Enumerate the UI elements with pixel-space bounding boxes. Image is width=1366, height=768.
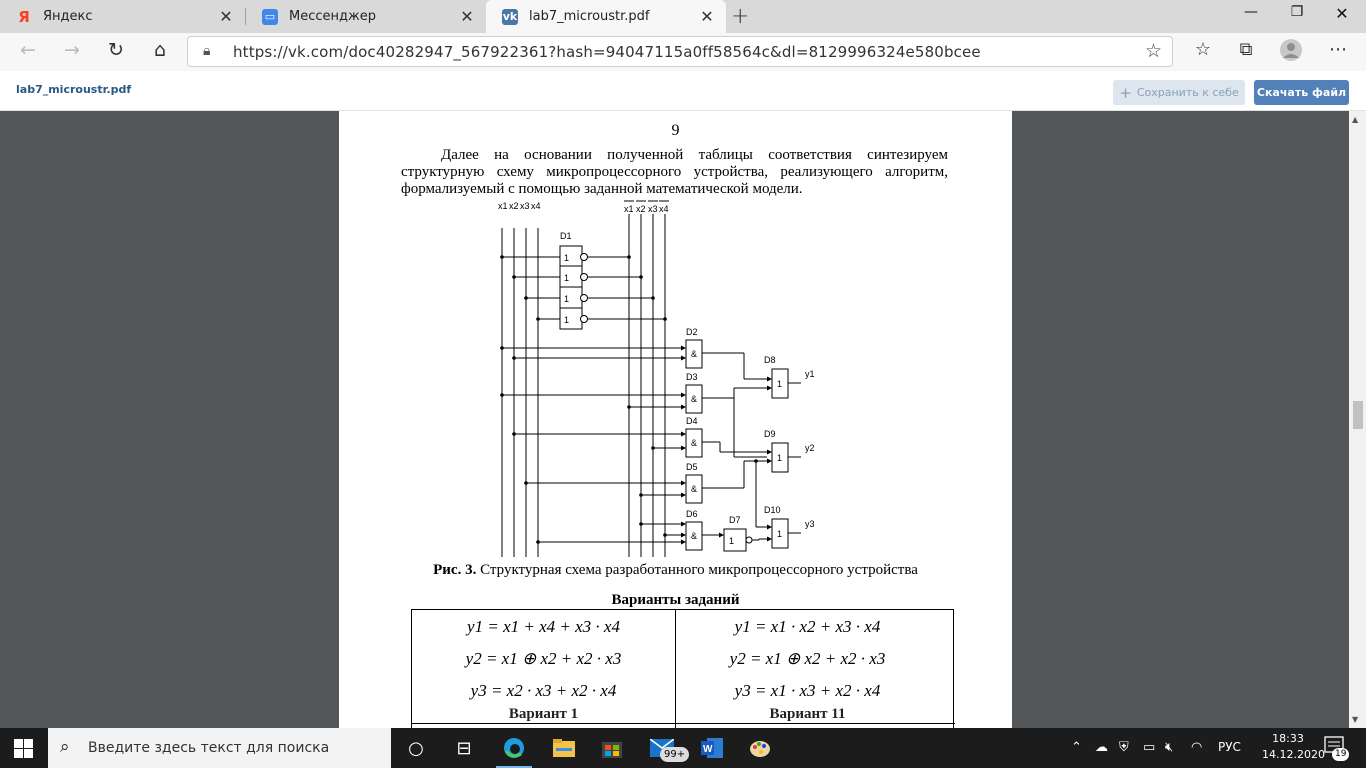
volume-muted-icon[interactable]: 🔇︎ — [1165, 740, 1174, 755]
inversion-bubble — [581, 274, 588, 281]
input-label-x1: x1 — [498, 201, 508, 211]
close-window-button[interactable]: ✕ — [1335, 4, 1349, 23]
element-label-D7: D7 — [729, 515, 741, 525]
junction-dot — [627, 405, 631, 409]
junction-dot — [651, 296, 655, 300]
gate-symbol-D6: & — [691, 531, 698, 541]
figure-caption — [339, 562, 1012, 579]
formula-v11-y1: y1 = x1 · x2 + x3 · x4 — [734, 617, 881, 636]
store-icon[interactable] — [588, 728, 636, 768]
element-label-D4: D4 — [686, 416, 698, 426]
element-label-D8: D8 — [764, 355, 776, 365]
junction-dot — [639, 493, 643, 497]
tab-title: Яндекс — [43, 9, 93, 24]
notifications-icon[interactable] — [1324, 736, 1347, 762]
document-header — [0, 71, 1366, 111]
output-label-y1: y1 — [805, 369, 815, 379]
inversion-bubble — [746, 537, 752, 543]
inversion-bubble — [581, 295, 588, 302]
junction-dot — [663, 317, 667, 321]
gate-symbol-D4: & — [691, 438, 698, 448]
taskbar — [0, 728, 1366, 768]
clock[interactable] — [1262, 731, 1325, 763]
scroll-down-icon[interactable]: ▼ — [1352, 715, 1359, 724]
arrowhead — [681, 446, 686, 451]
svg-text:W: W — [703, 744, 713, 755]
arrowhead — [681, 533, 686, 538]
output-label-y3: y3 — [805, 519, 815, 529]
junction-dot — [639, 275, 643, 279]
gate-symbol-D10: 1 — [777, 529, 783, 539]
variants-table — [411, 609, 954, 728]
minimize-button[interactable]: — — [1244, 4, 1258, 20]
variant-label: Вариант 11 — [769, 706, 846, 722]
element-label-D5: D5 — [686, 462, 698, 472]
clock-time: 18:33 — [1272, 732, 1304, 745]
paragraph: Далее на основании полученной таблицы соответствия синтезируем структурную схему микропроцессорного устройства, реализующего алгоритм, формализуемый с помощью заданной математической модели. — [401, 147, 948, 197]
favorites-icon[interactable]: ☆ — [1194, 39, 1212, 60]
home-button[interactable]: ⌂ — [153, 39, 167, 61]
back-button[interactable]: ← — [20, 39, 36, 61]
arrowhead — [767, 450, 772, 455]
diagram-gates — [560, 246, 788, 551]
arrowhead — [681, 481, 686, 486]
file-explorer-icon[interactable] — [540, 728, 588, 768]
junction-dot — [639, 522, 643, 526]
tab-strip — [0, 0, 1366, 33]
junction-dot — [651, 446, 655, 450]
pdf-page — [339, 111, 1012, 728]
tab-title: Мессенджер — [289, 9, 376, 24]
more-menu-icon[interactable]: ⋯ — [1329, 39, 1347, 60]
input-label-x3: x3 — [520, 201, 530, 211]
junction-dot — [663, 533, 667, 537]
junction-dot — [500, 255, 504, 259]
element-label-D2: D2 — [686, 327, 698, 337]
save-to-self-button[interactable] — [1113, 80, 1245, 105]
arrowhead — [681, 540, 686, 545]
language-indicator[interactable]: РУС — [1218, 740, 1241, 754]
inverted-input-label-x3: x3 — [648, 204, 658, 214]
junction-dot — [512, 356, 516, 360]
formula-v1-y2: y2 = x1 ⊕ x2 + x2 · x3 — [465, 649, 622, 668]
windows-start-button[interactable] — [14, 739, 34, 759]
element-label-D6: D6 — [686, 509, 698, 519]
new-tab-button[interactable]: + — [731, 4, 750, 29]
wifi-icon[interactable]: ◠ — [1191, 740, 1203, 755]
inverter-symbol: 1 — [564, 253, 570, 263]
formula-v11-y3: y3 = x1 · x3 + x2 · x4 — [734, 681, 881, 700]
address-bar[interactable] — [187, 36, 1173, 67]
junction-dot — [627, 255, 631, 259]
scroll-thumb[interactable] — [1353, 401, 1363, 429]
variants-title: Варианты заданий — [611, 592, 740, 608]
caption-text: Структурная схема разработанного микропроцессорного устройства — [476, 562, 918, 578]
tab-lab7-pdf[interactable] — [486, 0, 726, 33]
junction-dot — [524, 296, 528, 300]
arrowhead — [719, 533, 724, 538]
formula-v1-y1: y1 = x1 + x4 + x3 · x4 — [467, 617, 620, 636]
yandex-icon: Я — [18, 7, 30, 26]
element-label-D3: D3 — [686, 372, 698, 382]
arrowhead — [681, 346, 686, 351]
arrowhead — [681, 432, 686, 437]
inversion-bubble — [581, 254, 588, 261]
navigation-bar — [0, 33, 1366, 71]
arrowhead — [681, 393, 686, 398]
paint-icon[interactable] — [736, 728, 784, 768]
circuit-diagram — [339, 111, 1012, 561]
inverted-input-label-x1: x1 — [624, 204, 634, 214]
document-title[interactable]: lab7_microustr.pdf — [16, 83, 132, 96]
element-label-D9: D9 — [764, 429, 776, 439]
maximize-button[interactable]: ❐ — [1290, 4, 1304, 20]
junction-dot — [754, 459, 758, 463]
gate-symbol-D5: & — [691, 484, 698, 494]
arrowhead — [767, 386, 772, 391]
profile-avatar[interactable] — [1278, 39, 1304, 66]
junction-dot — [500, 393, 504, 397]
arrowhead — [681, 356, 686, 361]
inverter-symbol: 1 — [564, 294, 570, 304]
junction-dot — [524, 481, 528, 485]
input-label-x4: x4 — [531, 201, 541, 211]
inverted-input-label-x2: x2 — [636, 204, 646, 214]
arrowhead — [767, 525, 772, 530]
inverted-input-label-x4: x4 — [659, 204, 669, 214]
tab-title: lab7_microustr.pdf — [529, 9, 650, 24]
word-icon[interactable] — [688, 728, 736, 768]
tab-messenger[interactable] — [246, 0, 486, 33]
junction-dot — [512, 275, 516, 279]
close-tab-icon[interactable]: ✕ — [219, 7, 233, 26]
clock-date: 14.12.2020 — [1262, 748, 1325, 761]
battery-icon[interactable]: ▭ — [1143, 740, 1156, 755]
arrowhead — [681, 405, 686, 410]
favorite-star-icon[interactable]: ☆ — [1144, 40, 1162, 62]
search-placeholder: Введите здесь текст для поиска — [88, 740, 330, 756]
inversion-bubble — [581, 316, 588, 323]
arrowhead — [767, 537, 772, 542]
pdf-viewer[interactable] — [0, 111, 1366, 728]
junction-dot — [536, 540, 540, 544]
arrowhead — [767, 377, 772, 382]
url-text[interactable]: https://vk.com/doc40282947_567922361?hash=94047115a0ff58564c&dl=8129996324e580bcee — [233, 43, 981, 61]
inverter-symbol: 1 — [564, 315, 570, 325]
download-button[interactable]: Скачать файл — [1254, 80, 1349, 105]
diagram-wires — [500, 201, 801, 557]
inverter-symbol: 1 — [564, 273, 570, 283]
input-label-x2: x2 — [509, 201, 519, 211]
vertical-scrollbar[interactable] — [1349, 111, 1366, 728]
taskbar-search-box[interactable] — [48, 728, 391, 768]
mail-icon[interactable] — [638, 728, 686, 768]
gate-symbol-D2: & — [691, 349, 698, 359]
refresh-button[interactable]: ↻ — [108, 39, 124, 61]
element-label-D10: D10 — [764, 505, 781, 515]
gate-symbol-D8: 1 — [777, 379, 783, 389]
arrowhead — [681, 493, 686, 498]
task-view-icon[interactable]: ⊟ — [456, 737, 472, 759]
lock-icon[interactable]: 🔒︎ — [203, 43, 211, 59]
gate-symbol-D3: & — [691, 394, 698, 404]
scroll-up-icon[interactable]: ▲ — [1352, 115, 1359, 124]
save-label: Сохранить к себе — [1136, 86, 1239, 99]
gate-symbol-D9: 1 — [777, 453, 783, 463]
formula-v1-y3: y3 = x2 · x3 + x2 · x4 — [470, 681, 617, 700]
arrowhead — [767, 459, 772, 464]
table-divider — [412, 723, 955, 724]
show-hidden-icons[interactable]: ⌃ — [1071, 740, 1082, 755]
plus-icon: + — [1119, 83, 1132, 102]
messenger-icon: ▭ — [262, 9, 278, 25]
junction-dot — [536, 317, 540, 321]
output-label-y2: y2 — [805, 443, 815, 453]
onedrive-icon[interactable]: ☁ — [1095, 740, 1108, 755]
forward-button[interactable]: → — [64, 39, 80, 61]
caption-label: Рис. 3. — [433, 562, 477, 578]
formula-v11-y2: y2 = x1 ⊕ x2 + x2 · x3 — [729, 649, 886, 668]
gate-D7 — [724, 529, 746, 551]
page-number: 9 — [671, 122, 680, 139]
vk-icon: vk — [502, 10, 518, 23]
junction-dot — [500, 346, 504, 350]
arrowhead — [681, 522, 686, 527]
collections-icon[interactable]: ⧉ — [1239, 39, 1253, 60]
close-tab-icon[interactable]: ✕ — [460, 7, 474, 26]
tab-yandex[interactable] — [0, 0, 245, 33]
variant-label: Вариант 1 — [508, 706, 579, 722]
search-icon: ⌕ — [60, 737, 70, 757]
mail-badge: 99+ — [660, 747, 689, 762]
security-icon[interactable]: ⛨ — [1119, 740, 1129, 755]
cortana-icon[interactable]: ○ — [408, 737, 424, 759]
gate-symbol-D7: 1 — [729, 536, 735, 546]
edge-icon[interactable] — [490, 728, 538, 768]
element-label-D1: D1 — [560, 231, 572, 241]
notification-count: 19 — [1332, 748, 1349, 761]
junction-dot — [512, 432, 516, 436]
close-tab-icon[interactable]: ✕ — [700, 7, 714, 26]
diagram-labels — [498, 201, 815, 546]
